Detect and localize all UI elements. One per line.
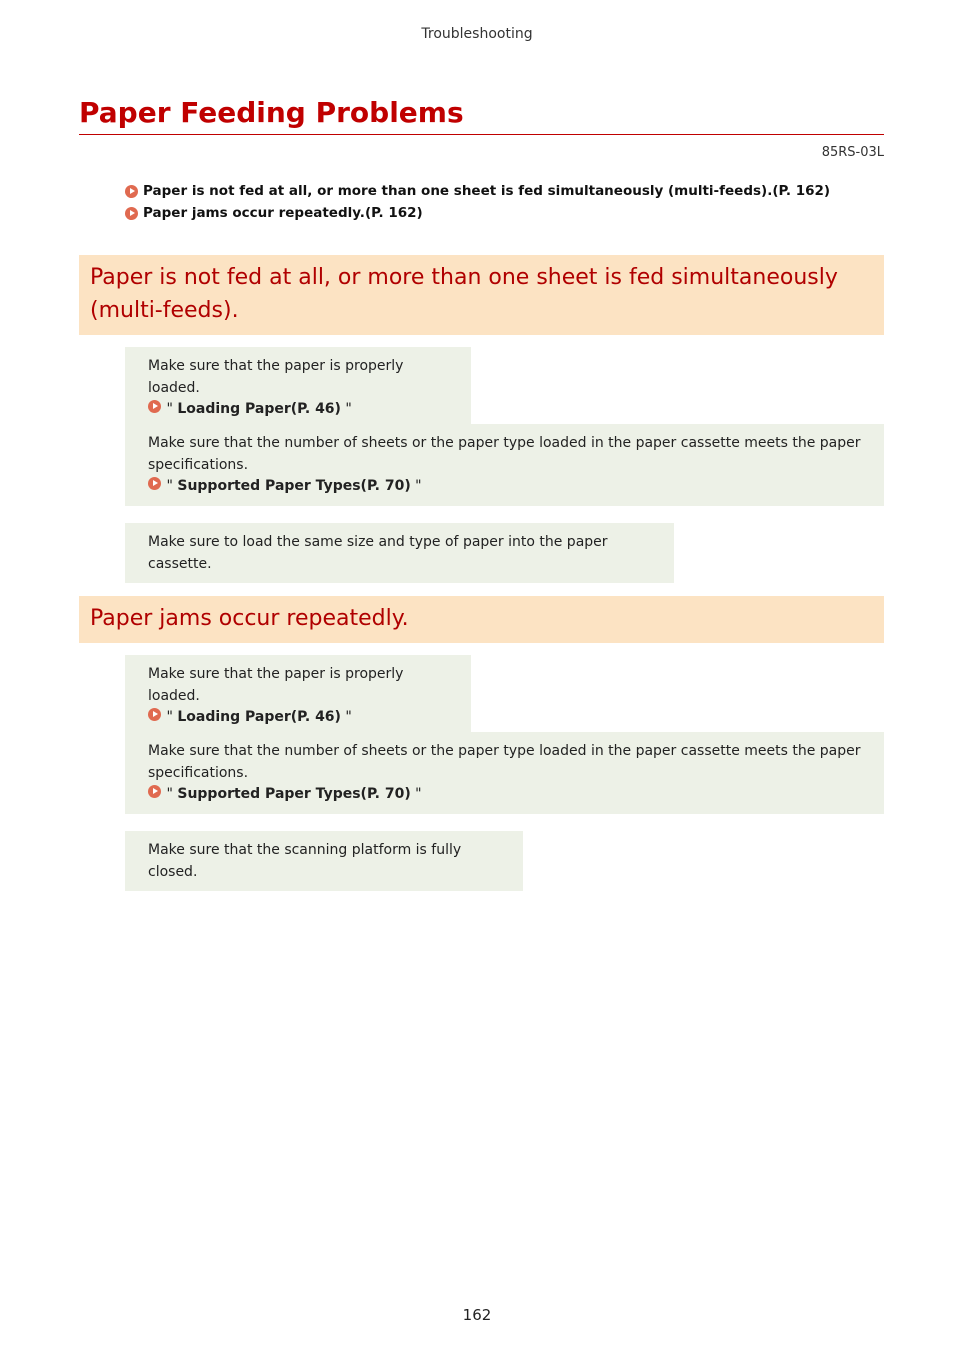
reference-link[interactable] (148, 784, 862, 806)
quote-close: " (345, 401, 352, 417)
arrow-circle-right-icon (148, 400, 161, 413)
note-text: Make sure to load the same size and type of paper into the paper cassette. (148, 534, 608, 572)
document-code: 85RS-03L (821, 145, 884, 160)
arrow-circle-right-icon (125, 185, 138, 198)
page-title: Paper Feeding Problems (79, 96, 464, 129)
quote-open: " (166, 786, 173, 802)
note-box (125, 347, 471, 429)
section-heading-paper-jams: Paper jams occur repeatedly. (79, 596, 884, 643)
note-text: Make sure that the paper is properly loaded. (148, 358, 404, 396)
note-box (125, 655, 471, 737)
quote-open: " (166, 478, 173, 494)
section-heading-multi-feeds: Paper is not fed at all, or more than one sheet is fed simultaneously (multi-feeds). (79, 255, 884, 335)
running-header: Troubleshooting (421, 26, 533, 42)
reference-link[interactable] (148, 399, 449, 421)
reference-link[interactable] (148, 707, 449, 729)
note-box (125, 831, 523, 891)
reference-link-label: Loading Paper(P. 46) (177, 709, 341, 725)
quote-close: " (415, 478, 422, 494)
quote-open: " (166, 709, 173, 725)
note-box (125, 424, 884, 506)
note-text: Make sure that the scanning platform is fully closed. (148, 842, 462, 880)
title-rule (79, 134, 884, 135)
toc-link-multi-feeds[interactable] (125, 180, 885, 202)
quote-close: " (415, 786, 422, 802)
arrow-circle-right-icon (148, 477, 161, 490)
toc-link-label: Paper is not fed at all, or more than one sheet is fed simultaneously (multi-feeds).(P. 162) (143, 183, 831, 199)
quote-open: " (166, 401, 173, 417)
toc-link-label: Paper jams occur repeatedly.(P. 162) (143, 205, 423, 221)
note-box (125, 732, 884, 814)
note-text: Make sure that the number of sheets or the paper type loaded in the paper cassette meets the paper specifications. (148, 743, 861, 781)
note-box (125, 523, 674, 583)
page-number: 162 (462, 1306, 492, 1324)
section-links (125, 180, 885, 224)
note-text: Make sure that the number of sheets or the paper type loaded in the paper cassette meets the paper specifications. (148, 435, 861, 473)
reference-link-label: Loading Paper(P. 46) (177, 401, 341, 417)
arrow-circle-right-icon (125, 207, 138, 220)
reference-link[interactable] (148, 476, 862, 498)
arrow-circle-right-icon (148, 708, 161, 721)
toc-link-paper-jams[interactable] (125, 202, 885, 224)
reference-link-label: Supported Paper Types(P. 70) (177, 478, 411, 494)
note-text: Make sure that the paper is properly loaded. (148, 666, 404, 704)
arrow-circle-right-icon (148, 785, 161, 798)
quote-close: " (345, 709, 352, 725)
reference-link-label: Supported Paper Types(P. 70) (177, 786, 411, 802)
